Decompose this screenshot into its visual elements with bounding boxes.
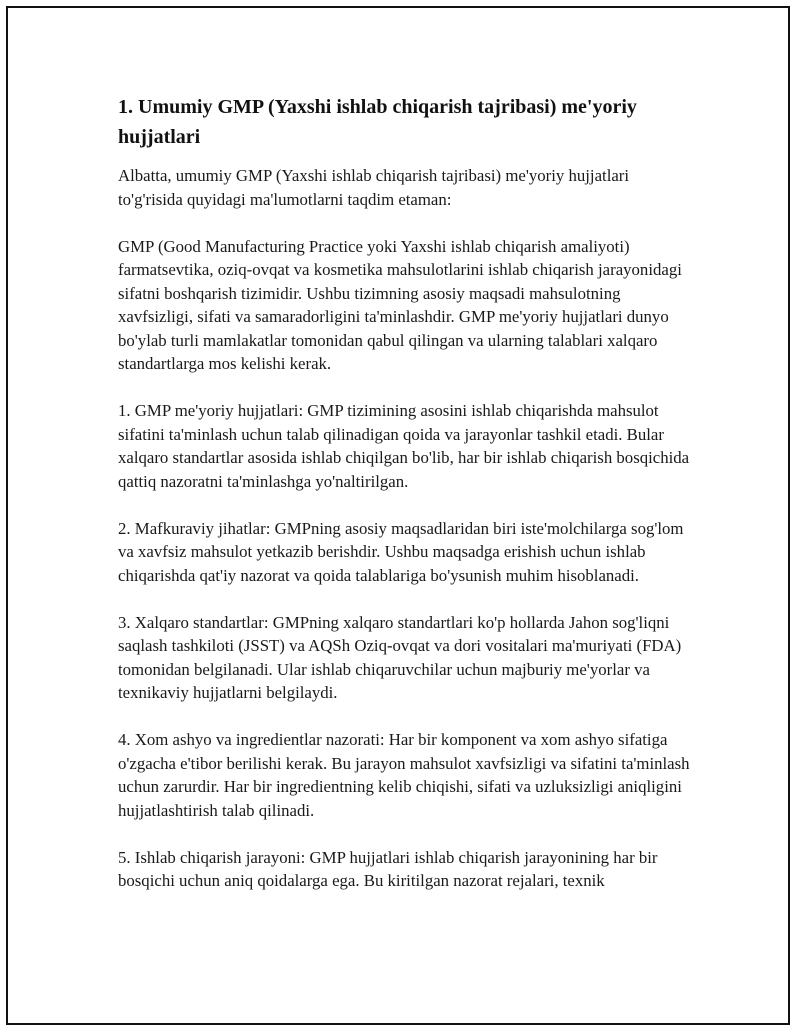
gmp-definition-paragraph: GMP (Good Manufacturing Practice yoki Yaxshi ishlab chiqarish amaliyoti) farmatsevtika, oziq-ovqat va kosmetika mahsulotlarini ishlab chiqarish jarayonidagi sifatni boshqarish tizimidir. Ushbu tizimning asosiy maqsadi mahsulotning xavfsizligi, sifati va samaradorligini ta'minlashdir. GMP me'yoriy hujjatlari dunyo bo'ylab turli mamlakatlar tomonidan qabul qilingan va ularning talablari xalqaro standartlarga mos kelishi kerak. [118,236,682,373]
document-body [118,92,698,916]
section-4-paragraph: 4. Xom ashyo va ingredientlar nazorati: Har bir komponent va xom ashyo sifatiga o'zgacha e'tibor berilishi kerak. Bu jarayon mahsulot xavfsizligi va sifatini ta'minlash uchun zarurdir. Har bir ingredientning kelib chiqishi, sifati va uzluksizligi aniqligini hujjatlashtirish talab qilinadi. [118,730,690,820]
document-heading: 1. Umumiy GMP (Yaxshi ishlab chiqarish tajribasi) me'yoriy hujjatlari [118,96,637,148]
section-2-paragraph: 2. Mafkuraviy jihatlar: GMPning asosiy maqsadlaridan biri iste'molchilarga sog'lom va xavfsiz mahsulot yetkazib berishdir. Ushbu maqsadga erishish uchun ishlab chiqarishda qat'iy nazorat va qoida talablariga bo'ysunish muhim hisoblanadi. [118,518,684,585]
section-1-paragraph: 1. GMP me'yoriy hujjatlari: GMP tizimining asosini ishlab chiqarishda mahsulot sifatini ta'minlash uchun talab qilinadigan qoida va jarayonlar tashkil etadi. Bular xalqaro standartlar asosida ishlab chiqilgan bo'lib, har bir ishlab chiqarish bosqichida qattiq nazoratni ta'minlashga yo'naltirilgan. [118,401,690,491]
section-3-paragraph: 3. Xalqaro standartlar: GMPning xalqaro standartlari ko'p hollarda Jahon sog'liqni saqlash tashkiloti (JSST) va AQSh Oziq-ovqat va dori vositalari ma'muriyati (FDA) tomonidan belgilanadi. Ular ishlab chiqaruvchilar uchun majburiy me'yorlar va texnikaviy hujjatlarni belgilaydi. [118,612,682,702]
section-5-paragraph: 5. Ishlab chiqarish jarayoni: GMP hujjatlari ishlab chiqarish jarayonining har bir bosqichi uchun aniq qoidalarga ega. Bu kiritilgan nazorat rejalari, texnik [118,847,658,890]
intro-paragraph: Albatta, umumiy GMP (Yaxshi ishlab chiqarish tajribasi) me'yoriy hujjatlari to'g'risida quyidagi ma'lumotlarni taqdim etaman: [118,166,630,209]
